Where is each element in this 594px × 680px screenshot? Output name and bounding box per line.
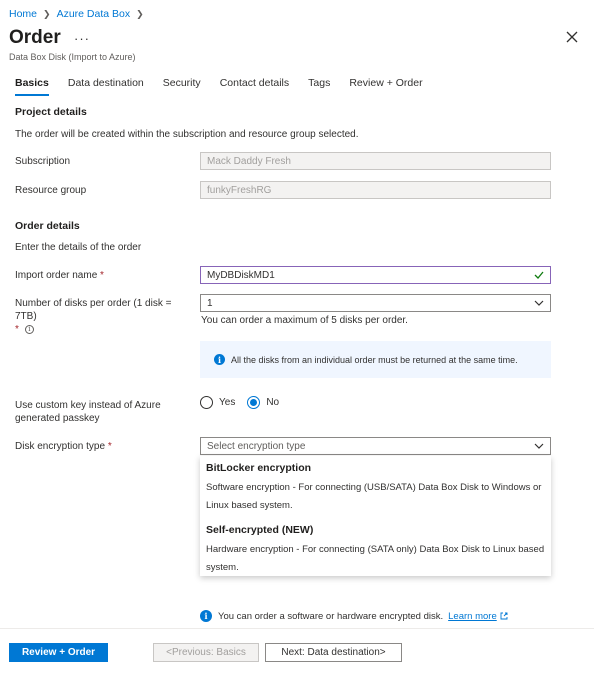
tab-bar — [15, 77, 442, 96]
encryption-info — [200, 610, 508, 622]
project-details-heading: Project details — [15, 106, 87, 118]
resource-group-field — [200, 181, 551, 199]
disks-per-order-select[interactable] — [200, 294, 551, 312]
option-bitlocker-encryption[interactable] — [200, 459, 551, 517]
option-title: Self-encrypted (NEW) — [206, 524, 314, 536]
review-order-button[interactable]: Review + Order — [9, 643, 108, 662]
disk-encryption-placeholder: Select encryption type — [207, 440, 306, 452]
disks-per-order-value: 1 — [207, 297, 213, 309]
tab-security[interactable]: Security — [162, 77, 201, 89]
encryption-dropdown-list — [200, 456, 551, 576]
chevron-right-icon: ❯ — [43, 8, 51, 19]
option-self-encrypted[interactable] — [200, 521, 551, 579]
option-description: Software encryption - For connecting (USB/SATA) Data Box Disk to Windows or — [206, 482, 542, 493]
required-asterisk: * — [107, 441, 112, 452]
radio-yes-label: Yes — [219, 397, 236, 408]
subscription-value: Mack Daddy Fresh — [207, 155, 291, 167]
required-asterisk: * — [15, 324, 19, 335]
next-button[interactable]: Next: Data destination> — [265, 643, 402, 662]
option-description: Linux based system. — [206, 500, 293, 511]
disks-per-order-label — [15, 297, 195, 336]
info-icon[interactable]: i — [25, 325, 34, 334]
import-order-name-input[interactable] — [200, 266, 551, 284]
custom-key-label-line2: generated passkey — [15, 413, 100, 424]
checkmark-icon — [534, 271, 544, 279]
previous-button[interactable]: <Previous: Basics — [153, 643, 259, 662]
custom-key-radio-group — [200, 396, 279, 409]
custom-key-label-line1: Use custom key instead of Azure — [15, 400, 161, 411]
import-order-name-label-text: Import order name — [15, 270, 98, 281]
close-icon[interactable] — [565, 30, 579, 44]
tab-review-order[interactable]: Review + Order — [349, 77, 423, 89]
tab-data-destination[interactable]: Data destination — [67, 77, 144, 89]
radio-no[interactable] — [247, 396, 260, 409]
tab-contact-details[interactable]: Contact details — [219, 77, 290, 89]
info-icon: i — [200, 610, 212, 622]
option-description: system. — [206, 562, 239, 573]
tab-tags[interactable]: Tags — [308, 77, 331, 89]
learn-more-link[interactable]: Learn more — [448, 610, 497, 622]
disks-per-order-label-text: Number of disks per order (1 disk = 7TB) — [15, 298, 172, 322]
disk-encryption-select[interactable] — [200, 437, 551, 455]
info-message — [200, 341, 551, 378]
breadcrumb — [9, 8, 144, 20]
order-details-description: Enter the details of the order — [15, 242, 142, 253]
project-details-description: The order will be created within the subscription and resource group selected. — [15, 129, 359, 140]
chevron-down-icon — [534, 300, 544, 306]
info-message-text: All the disks from an individual order must be returned at the same time. — [231, 354, 518, 365]
more-options-icon[interactable]: ··· — [74, 31, 90, 46]
required-asterisk: * — [100, 270, 104, 281]
page-subtitle: Data Box Disk (Import to Azure) — [9, 52, 136, 62]
footer-divider — [0, 628, 594, 629]
subscription-field — [200, 152, 551, 170]
disk-encryption-label-text: Disk encryption type — [15, 441, 106, 452]
chevron-right-icon: ❯ — [136, 8, 144, 19]
tab-basics[interactable]: Basics — [15, 77, 49, 96]
page-title: Order — [9, 27, 61, 48]
breadcrumb-home[interactable]: Home — [9, 8, 38, 20]
resource-group-value: funkyFreshRG — [207, 184, 272, 196]
option-title: BitLocker encryption — [206, 462, 312, 474]
external-link-icon — [500, 612, 508, 620]
chevron-down-icon — [534, 443, 544, 449]
radio-yes[interactable] — [200, 396, 213, 409]
disk-encryption-label — [15, 440, 112, 453]
option-description: Hardware encryption - For connecting (SATA only) Data Box Disk to Linux based — [206, 544, 545, 555]
import-order-name-label — [15, 269, 104, 282]
disks-per-order-hint: You can order a maximum of 5 disks per order. — [201, 315, 408, 326]
info-icon: i — [214, 354, 225, 365]
order-details-heading: Order details — [15, 220, 80, 232]
import-order-name-value: MyDBDiskMD1 — [207, 269, 275, 281]
subscription-label: Subscription — [15, 156, 71, 167]
resource-group-label: Resource group — [15, 185, 87, 196]
breadcrumb-azure-data-box[interactable]: Azure Data Box — [56, 8, 131, 20]
custom-key-label — [15, 399, 161, 425]
encryption-info-text: You can order a software or hardware encrypted disk. — [218, 610, 444, 622]
radio-no-label: No — [266, 397, 280, 408]
